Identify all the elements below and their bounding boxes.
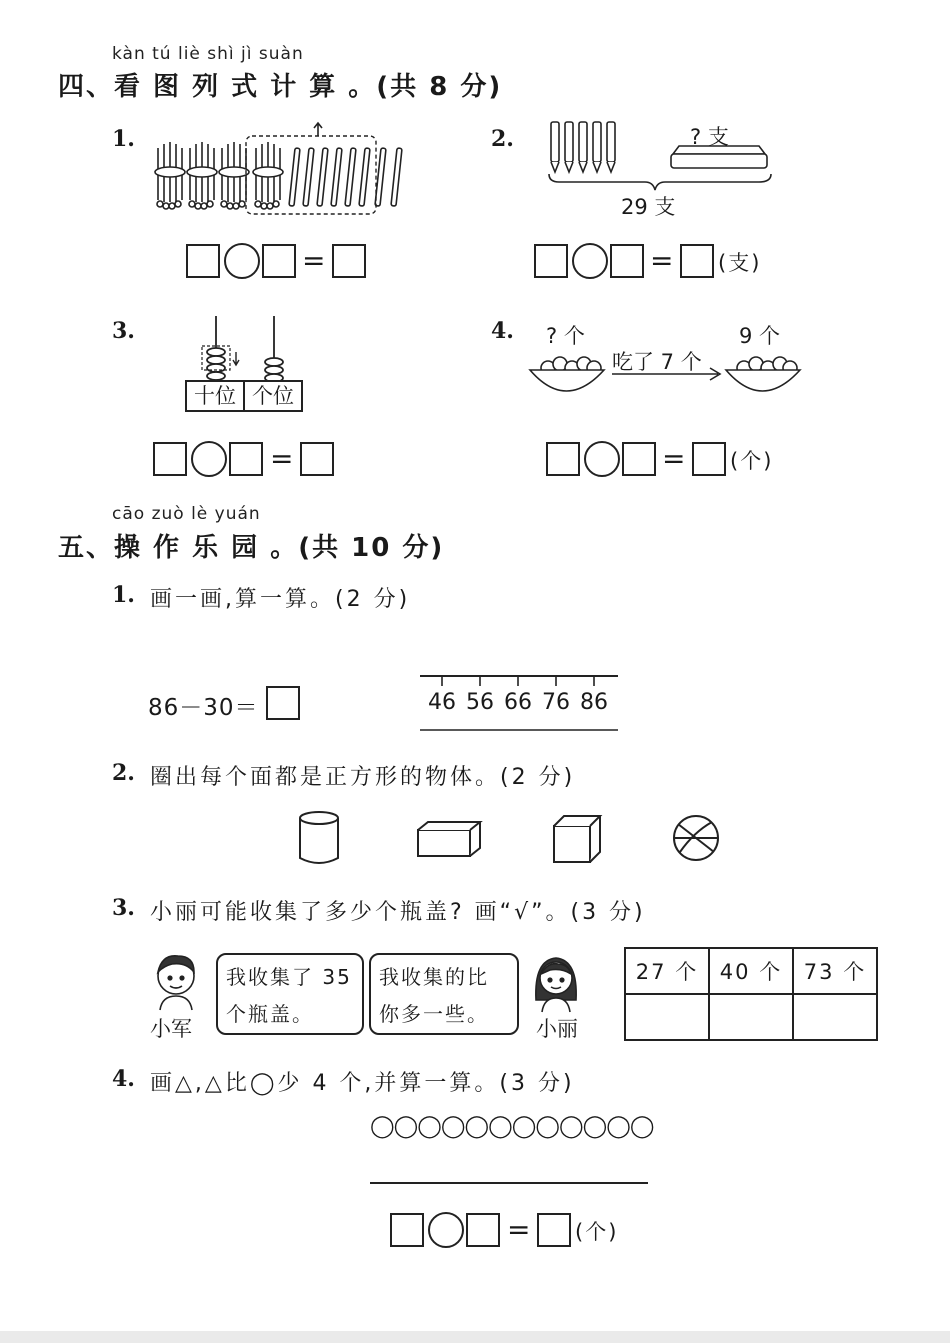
equals-sign: =: [302, 244, 326, 277]
answer-box[interactable]: [680, 244, 714, 278]
check-cell[interactable]: [793, 994, 877, 1040]
solid-shapes-row: [290, 808, 730, 868]
option-label: 73 个: [793, 948, 877, 994]
answer-box[interactable]: [266, 686, 300, 720]
operator-circle[interactable]: [224, 243, 260, 279]
options-table: [624, 947, 878, 1041]
fruit-bowl-icon: [726, 357, 800, 391]
cuboid-icon: [418, 822, 480, 856]
s4-q1-number: 1.: [112, 126, 135, 152]
s5-q1-number: 1.: [112, 582, 135, 608]
tick-label: 56: [466, 690, 494, 715]
answer-box[interactable]: [610, 244, 644, 278]
arrow-right-icon: [612, 368, 720, 380]
s5-q2-text: 圈出每个面都是正方形的物体。(2 分): [150, 765, 576, 790]
cylinder-icon: [300, 812, 338, 863]
pencil-icon: [579, 122, 587, 172]
unit-label: (个): [575, 1220, 619, 1244]
fruit-bowl-icon: [530, 357, 604, 391]
girl-avatar: [528, 950, 584, 1014]
ball-icon: [674, 816, 718, 860]
option-label: 27 个: [625, 948, 709, 994]
check-cell[interactable]: [625, 994, 709, 1040]
operator-circle[interactable]: [428, 1212, 464, 1248]
tens-beads: [207, 348, 225, 380]
abacus-figure: [186, 312, 306, 382]
answer-box[interactable]: [534, 244, 568, 278]
number-line-ticks: [442, 676, 594, 686]
boy-speech-bubble: [216, 953, 364, 1035]
s5-q3-number: 3.: [112, 895, 135, 921]
stick-bundle: [187, 142, 217, 209]
s5-q2-number: 2.: [112, 760, 135, 786]
ones-beads: [265, 358, 283, 382]
total-brace: [549, 174, 771, 190]
answer-box[interactable]: [622, 442, 656, 476]
s5-q1-equation: 86－30＝: [148, 695, 259, 721]
answer-box[interactable]: [546, 442, 580, 476]
girl-speech-bubble: [369, 953, 519, 1035]
section4-title: 四、看 图 列 式 计 算 。(共 8 分): [58, 72, 503, 102]
unit-label: (个): [730, 449, 774, 473]
unit-label: (支): [718, 251, 762, 275]
operator-circle[interactable]: [584, 441, 620, 477]
equals-sign: =: [650, 244, 674, 277]
pencil-icon: [551, 122, 559, 172]
answer-box[interactable]: [692, 442, 726, 476]
section5-pinyin: cāo zuò lè yuán: [112, 504, 261, 524]
pencil-icon: [565, 122, 573, 172]
section5-title: 五、操 作 乐 园 。(共 10 分): [58, 533, 445, 563]
answer-box[interactable]: [537, 1213, 571, 1247]
equals-sign: =: [507, 1213, 531, 1246]
s4-q2-total-label: 29 支: [621, 195, 676, 219]
triangle-drawing-line[interactable]: [370, 1182, 648, 1184]
answer-box[interactable]: [390, 1213, 424, 1247]
stick-bundle: [155, 142, 185, 209]
stick-bundle: [253, 142, 283, 209]
boy-name: 小军: [150, 1017, 192, 1041]
s4-q4-number: 4.: [491, 318, 514, 344]
answer-box[interactable]: [332, 244, 366, 278]
equals-sign: =: [270, 442, 294, 475]
s4-q4-unknown-label: ? 个: [546, 324, 585, 348]
s4-q2-question-label: ? 支: [690, 125, 729, 149]
boy-speech-line1: 我收集了 35: [226, 965, 352, 989]
fruit-bowls-figure: [528, 350, 803, 412]
operator-circle[interactable]: [191, 441, 227, 477]
option-label: 40 个: [709, 948, 793, 994]
answer-box[interactable]: [262, 244, 296, 278]
tick-label: 86: [580, 690, 608, 715]
check-cell[interactable]: [709, 994, 793, 1040]
tick-label: 66: [504, 690, 532, 715]
answer-box[interactable]: [300, 442, 334, 476]
stick-bundle: [219, 142, 249, 209]
answer-box[interactable]: [153, 442, 187, 476]
down-arrow-icon: [233, 352, 239, 365]
s5-q3-text: 小丽可能收集了多少个瓶盖? 画“√”。(3 分): [150, 900, 646, 925]
girl-name: 小丽: [536, 1017, 578, 1041]
answer-box[interactable]: [229, 442, 263, 476]
boy-speech-line2: 个瓶盖。: [226, 1002, 314, 1026]
ones-place-label: 个位: [252, 384, 294, 408]
answer-box[interactable]: [186, 244, 220, 278]
s5-q4-number: 4.: [112, 1066, 135, 1092]
page-bottom-strip: [0, 1331, 950, 1343]
operator-circle[interactable]: [572, 243, 608, 279]
circles-row: ◯◯◯◯◯◯◯◯◯◯◯◯: [370, 1114, 654, 1139]
take-away-arrow-icon: [314, 123, 322, 136]
equals-sign: =: [662, 442, 686, 475]
s4-q4-remaining-label: 9 个: [739, 324, 781, 348]
girl-speech-line1: 我收集的比: [379, 965, 489, 989]
s4-q2-number: 2.: [491, 126, 514, 152]
loose-sticks: [289, 148, 402, 206]
girl-speech-line2: 你多一些。: [379, 1002, 489, 1026]
tick-label: 46: [428, 690, 456, 715]
pencil-icon: [607, 122, 615, 172]
s5-q1-text: 画一画,算一算。(2 分): [150, 587, 411, 612]
boy-avatar: [148, 950, 204, 1012]
s5-q4-text: 画△,△比◯少 4 个,并算一算。(3 分): [150, 1071, 575, 1096]
s4-q4-action-label: 吃了 7 个: [612, 350, 702, 374]
pencils-and-pencil-case-figure: [545, 116, 785, 192]
answer-box[interactable]: [466, 1213, 500, 1247]
tens-place-label: 十位: [187, 382, 245, 410]
tick-label: 76: [542, 690, 570, 715]
section4-pinyin: kàn tú liè shì jì suàn: [112, 44, 304, 64]
bundles-of-sticks-figure: [148, 120, 408, 220]
s4-q3-number: 3.: [112, 318, 135, 344]
cube-icon: [554, 816, 600, 862]
place-value-table: [185, 380, 303, 412]
pencil-icon: [593, 122, 601, 172]
